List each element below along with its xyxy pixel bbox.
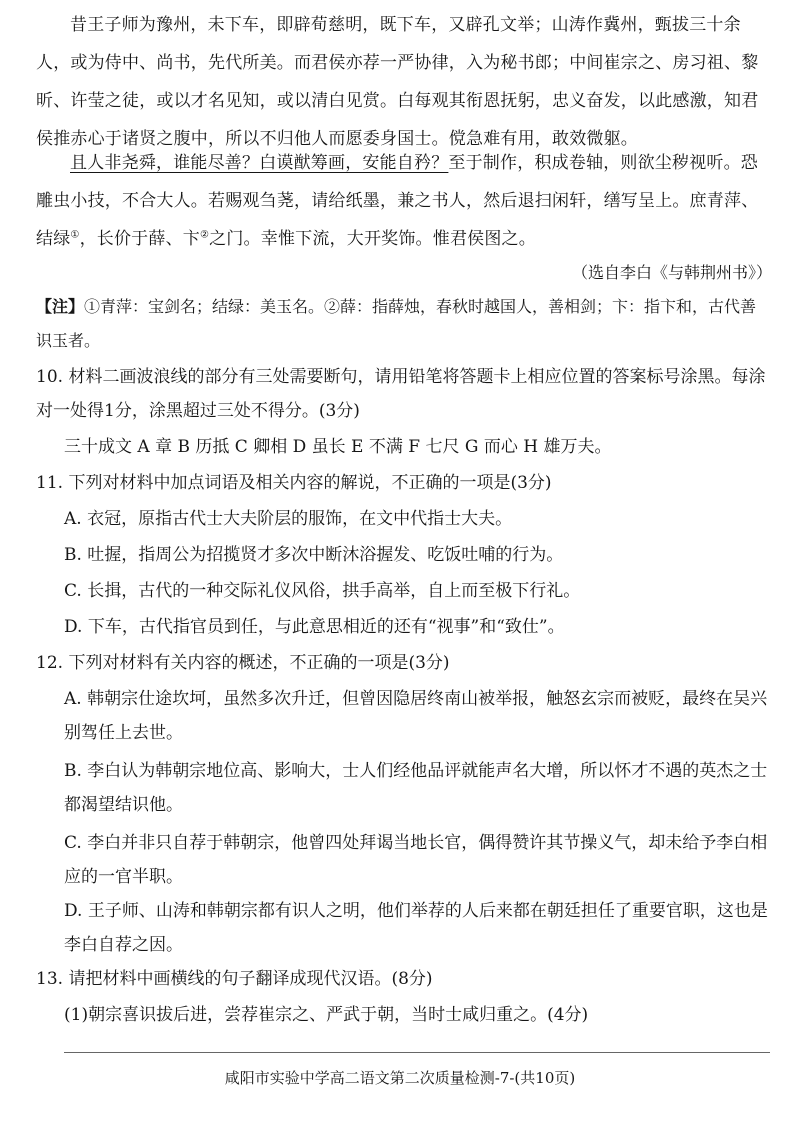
passage-p2-text-b: 至于制作，积成卷轴，则欲尘秽视听。恐雕虫小技，不合大人。若赐观刍荛，请给纸墨，兼之书人，然后退扫闲轩，缮写呈上。庶青萍、结绿 bbox=[36, 153, 759, 249]
passage-underlined-sentence: 且人非尧舜，谁能尽善？白谟猷筹画，安能自矜？ bbox=[70, 153, 449, 173]
question-11-option-b: B. 吐握，指周公为招揽贤才多次中断沐浴握发、吃饭吐哺的行为。 bbox=[64, 545, 564, 565]
passage-p2-text-c: ，长价于薛、卞 bbox=[79, 229, 200, 249]
question-11-option-a: A. 衣冠，原指古代士大夫阶层的服饰，在文中代指士大夫。 bbox=[64, 509, 513, 529]
question-10-line: 三十成文 A 章 B 历抵 C 卿相 D 虽长 E 不满 F 七尺 G 而心 H 雄万夫。 bbox=[64, 437, 612, 457]
question-12-stem: 12. 下列对材料有关内容的概述，不正确的一项是(3分) bbox=[36, 653, 450, 673]
passage-source: （选自李白《与韩荆州书》） bbox=[571, 263, 772, 282]
passage-paragraph-1 bbox=[36, 6, 772, 158]
page-footer: 咸阳市实验中学高二语文第二次质量检测-7-(共10页) bbox=[224, 1069, 576, 1087]
note-text: ①青萍：宝剑名；结绿：美玉名。②薛：指薛烛，春秋时越国人，善相剑；卞：指卞和，古代善识玉者。 bbox=[36, 297, 757, 350]
footnote-marker-2: ② bbox=[199, 229, 210, 241]
question-12-option-d: D. 王子师、山涛和韩朝宗都有识人之明，他们举荐的人后来都在朝廷担任了重要官职，这也是李白自荐之因。 bbox=[64, 901, 768, 955]
passage-paragraph-2 bbox=[36, 144, 772, 258]
note-tag: 【注】 bbox=[36, 297, 85, 316]
question-11-stem: 11. 下列对材料中加点词语及相关内容的解说，不正确的一项是(3分) bbox=[36, 473, 552, 493]
passage-p2-text-d: 之门。幸惟下流，大开奖饰。惟君侯图之。 bbox=[209, 229, 536, 249]
question-11-option-c: C. 长揖，古代的一种交际礼仪风俗，拱手高举，自上而至极下行礼。 bbox=[64, 581, 581, 601]
annotation-note bbox=[36, 290, 772, 358]
passage-p1-text: 昔王子师为豫州，未下车，即辟荀慈明，既下车，又辟孔文举；山涛作冀州，甄拔三十余人，或为侍中、尚书，先代所美。而君侯亦荐一严协律，入为秘书郎；中间崔宗之、房习祖、黎昕、许莹之徒，或以才名见知，或以清白见赏。白每观其衔恩抚躬，忠义奋发，以此感激，知君侯推赤心于诸贤之腹中，所以不归他人而愿委身国士。傥急难有用，敢效微躯。 bbox=[36, 15, 759, 149]
question-12-option-c: C. 李白并非只自荐于韩朝宗，他曾四处拜谒当地长官，偶得赞许其节操义气，却未给予李白相应的一官半职。 bbox=[64, 833, 768, 887]
question-11-option-d: D. 下车，古代指官员到任，与此意思相近的还有“视事”和“致仕”。 bbox=[64, 617, 565, 637]
question-13-sub-1: (1)朝宗喜识拔后进，尝荐崔宗之、严武于朝，当时士咸归重之。(4分) bbox=[64, 1005, 589, 1025]
question-12-option-a: A. 韩朝宗仕途坎坷，虽然多次升迁，但曾因隐居终南山被举报，触怒玄宗而被贬，最终在吴兴别驾任上去世。 bbox=[64, 689, 768, 743]
footer-divider bbox=[64, 1052, 770, 1053]
question-10-stem: 10. 材料二画波浪线的部分有三处需要断句，请用铅笔将答题卡上相应位置的答案标号涂黑。每涂对一处得1分，涂黑超过三处不得分。(3分) bbox=[36, 367, 766, 421]
footnote-marker-1: ① bbox=[70, 229, 80, 241]
question-13-stem: 13. 请把材料中画横线的句子翻译成现代汉语。(8分) bbox=[36, 969, 433, 989]
question-12-option-b: B. 李白认为韩朝宗地位高、影响大，士人们经他品评就能声名大增，所以怀才不遇的英杰之士都渴望结识他。 bbox=[64, 761, 768, 815]
